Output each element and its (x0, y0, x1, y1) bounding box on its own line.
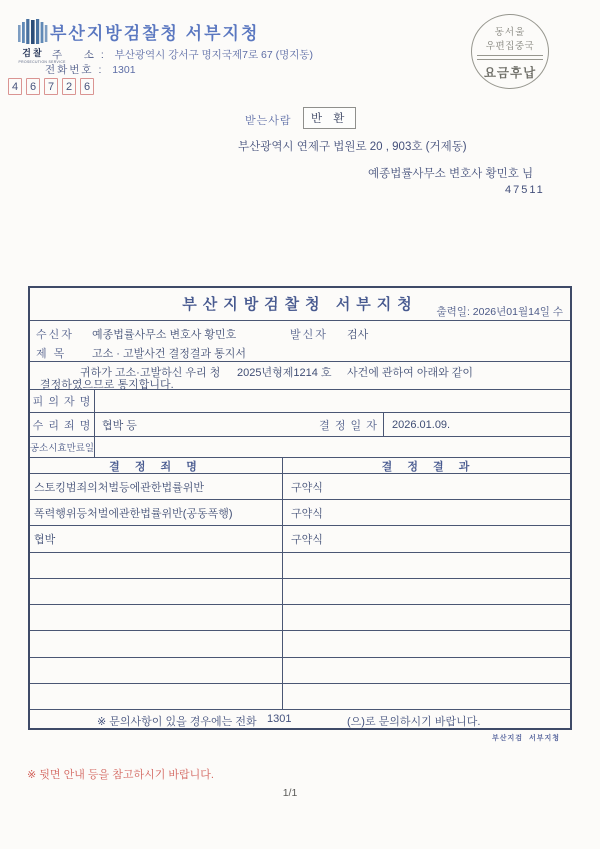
decision-row (30, 631, 570, 657)
postal-digit-box: 6 (26, 78, 40, 95)
logo-bars-icon (18, 19, 48, 45)
decision-result-cell: 구약식 (282, 474, 570, 499)
table-title-row (30, 288, 570, 321)
decision-result-header: 결 정 결 과 (282, 458, 574, 473)
decision-header-row (30, 458, 570, 474)
recipient-postal-code: 47511 (505, 184, 545, 196)
body-line2: 결정하였으므로 통지합니다. (40, 379, 174, 391)
decision-row (30, 553, 570, 579)
address-label: 주 소 : (52, 49, 106, 61)
recipient-address: 부산광역시 연제구 법원로 20 , 903호 (거제동) (238, 141, 467, 153)
stamp-divider (477, 59, 542, 60)
subject-value: 고소 · 고발사건 결정결과 통지서 (92, 348, 247, 360)
phone-label: 전화번호 : (45, 64, 104, 76)
decision-row (30, 526, 570, 552)
decision-rows (30, 474, 570, 710)
decision-result-cell (282, 631, 570, 656)
notice-body-row (30, 362, 570, 390)
receiver-label: 수신자 (36, 329, 74, 341)
sender-label: 발신자 (290, 329, 328, 341)
footer-suffix: (으)로 문의하시기 바랍니다. (347, 716, 481, 728)
office-phone-line (45, 62, 136, 77)
postal-digit-box: 7 (44, 78, 58, 95)
decision-result-cell: 구약식 (282, 526, 570, 551)
decision-charge-cell: 협박 (34, 534, 56, 547)
notice-table (28, 286, 572, 730)
decision-row (30, 658, 570, 684)
charge-value: 협박 등 (102, 419, 137, 432)
decision-row (30, 579, 570, 605)
charge-label: 수 리 죄 명 (30, 413, 95, 436)
decision-result-cell: 구약식 (282, 500, 570, 525)
statute-label: 공소시효만료일 (30, 437, 95, 457)
parties-row (30, 321, 570, 362)
phone-value: 1301 (112, 64, 136, 76)
table-title: 부산지방검찰청 서부지청 (182, 296, 418, 313)
charge-row (30, 413, 570, 437)
table-footer-row (30, 710, 570, 730)
footer-phone: 1301 (267, 713, 292, 725)
suspect-label: 피 의 자 명 (30, 390, 95, 412)
table-caption: 부산지검 서부지청 (492, 735, 560, 742)
recipient-name: 예종법률사무소 변호사 황민호 님 (368, 168, 534, 180)
body-line1-prefix: 귀하가 고소·고발하신 우리 청 (80, 367, 221, 379)
recipient-label: 받는사람 (245, 115, 292, 127)
stamp-line2: 우편집중국 (485, 41, 535, 52)
stamp-divider (477, 55, 542, 56)
decision-charge-cell: 폭력행위등처벌에관한법률위반(공동폭행) (34, 507, 233, 520)
print-date: 출력일: 2026년01월14일 수 (436, 306, 563, 318)
case-number: 2025년형제1214 호 (237, 367, 332, 379)
decision-row (30, 474, 570, 500)
logo-sublabel: PROSECUTION SERVICE (18, 59, 66, 64)
decision-row (30, 605, 570, 631)
decision-result-cell (282, 605, 570, 630)
receiver-value: 예종법률사무소 변호사 황민호 (92, 329, 237, 341)
decision-result-cell (282, 658, 570, 683)
decision-row (30, 500, 570, 526)
decision-charge-cell (30, 605, 282, 630)
postal-digit-box: 2 (62, 78, 76, 95)
decision-date-value: 2026.01.09. (392, 418, 451, 431)
office-title: 부산지방검찰청 서부지청 (50, 24, 260, 43)
postal-digit-box: 4 (8, 78, 22, 95)
sender-value: 검사 (347, 329, 369, 341)
decision-result-cell (282, 684, 570, 709)
decision-charge-cell (30, 553, 282, 578)
stamp-line3: 요금후납 (483, 66, 537, 80)
phone-spacer (103, 64, 112, 76)
address-value: 부산광역시 강서구 명지국제7로 67 (명지동) (114, 49, 314, 61)
logo-label: 검찰 (22, 48, 44, 58)
statute-row (30, 437, 570, 458)
decision-charge-header: 결 정 죄 명 (109, 460, 203, 473)
suspect-row (30, 390, 570, 413)
postal-digit-box: 6 (80, 78, 94, 95)
body-line1-suffix: 사건에 관하여 아래와 같이 (347, 367, 474, 379)
decision-result-cell (282, 579, 570, 604)
decision-charge-cell (30, 579, 282, 604)
page-number: 1/1 (282, 787, 298, 799)
returned-status-box: 반 환 (303, 107, 356, 129)
decision-charge-cell (30, 631, 282, 656)
decision-charge-cell (30, 658, 282, 683)
decision-charge-cell (30, 684, 282, 709)
decision-charge-cell: 스토킹범죄의처벌등에관한법률위반 (34, 481, 205, 494)
address-spacer (106, 49, 115, 61)
decision-date-label: 결 정 일 자 (314, 413, 384, 436)
postage-paid-stamp (471, 14, 549, 89)
decision-result-cell (282, 553, 570, 578)
back-page-note: ※ 뒷면 안내 등을 참고하시기 바랍니다. (27, 769, 214, 781)
footer-prefix: ※ 문의사항이 있을 경우에는 전화 (97, 716, 257, 728)
decision-row (30, 684, 570, 709)
office-address-line (52, 47, 313, 62)
prosecution-service-logo (16, 19, 66, 64)
postal-code-boxes (8, 78, 94, 95)
stamp-line1: 동서울 (494, 27, 526, 38)
subject-label: 제 목 (36, 348, 67, 360)
